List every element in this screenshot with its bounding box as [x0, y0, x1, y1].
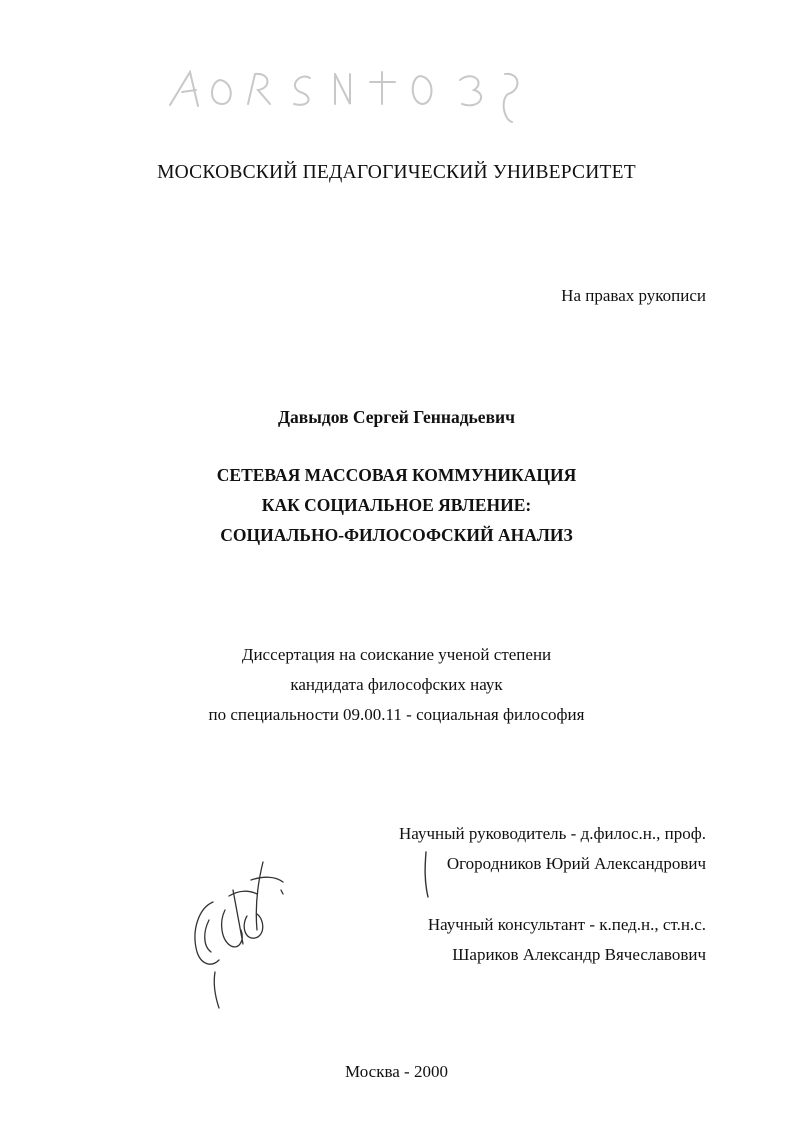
city-and-year: Москва - 2000: [345, 1062, 448, 1081]
supervisor-name: Огородников Юрий Александрович: [446, 854, 706, 873]
thesis-title-line-3: СОЦИАЛЬНО-ФИЛОСОФСКИЙ АНАЛИЗ: [220, 525, 573, 545]
thesis-title-line-2: КАК СОЦИАЛЬНОЕ ЯВЛЕНИЕ:: [261, 495, 532, 515]
manuscript-note: На правах рукописи: [561, 286, 706, 305]
faint-archive-number: [160, 60, 540, 130]
ink-tick-mark: [420, 850, 434, 900]
dissertation-line-1: Диссертация на соискание ученой степени: [241, 645, 552, 664]
handwritten-signature: [185, 860, 295, 1010]
author-name: Давыдов Сергей Геннадьевич: [278, 407, 515, 427]
consultant-name: Шариков Александр Вячеславович: [452, 945, 706, 964]
supervisor-role: Научный руководитель - д.филос.н., проф.: [398, 824, 706, 843]
university-name: МОСКОВСКИЙ ПЕДАГОГИЧЕСКИЙ УНИВЕРСИТЕТ: [157, 162, 636, 183]
consultant-role: Научный консультант - к.пед.н., ст.н.с.: [427, 915, 706, 934]
dissertation-line-2: кандидата философских наук: [290, 675, 503, 694]
thesis-title-line-1: СЕТЕВАЯ МАССОВАЯ КОММУНИКАЦИЯ: [216, 465, 577, 485]
dissertation-line-3: по специальности 09.00.11 - социальная философия: [208, 705, 585, 724]
